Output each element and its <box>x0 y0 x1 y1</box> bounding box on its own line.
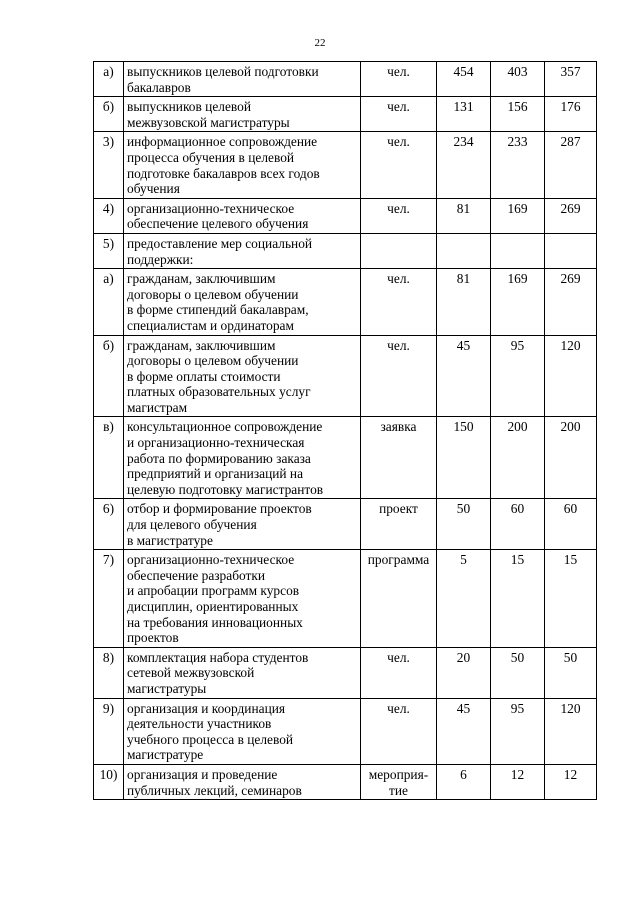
table-row <box>94 132 597 198</box>
row-unit <box>361 499 437 550</box>
value-cell-2: 12 <box>491 764 545 799</box>
value-cell-3: 357 <box>545 62 597 97</box>
description-line: бакалавров <box>127 79 191 95</box>
description-line: поддержки: <box>127 251 194 267</box>
description-line: выпускников целевой <box>127 99 251 115</box>
value-cell-3: 15 <box>545 550 597 648</box>
value-cell-2: 233 <box>491 132 545 198</box>
unit-line: чел. <box>387 337 410 353</box>
unit-line: заявка <box>380 419 417 435</box>
value-cell-2: 60 <box>491 499 545 550</box>
unit-line: мероприя- <box>368 766 429 782</box>
unit-line: чел. <box>387 99 410 115</box>
value-cell-1: 81 <box>437 198 491 233</box>
value-cell-2: 200 <box>491 417 545 499</box>
table-row <box>94 698 597 764</box>
description-line: консультационное сопровождение <box>127 419 323 435</box>
row-number: 6) <box>94 499 124 550</box>
value-cell-1: 6 <box>437 764 491 799</box>
table-row <box>94 335 597 417</box>
row-description <box>124 198 361 233</box>
table-row <box>94 233 597 268</box>
description-line: обучения <box>127 181 180 197</box>
row-description <box>124 698 361 764</box>
table-row <box>94 97 597 132</box>
value-cell-3: 176 <box>545 97 597 132</box>
description-line: обеспечение разработки <box>127 567 266 583</box>
row-unit <box>361 764 437 799</box>
row-description <box>124 499 361 550</box>
table-row <box>94 417 597 499</box>
row-unit <box>361 132 437 198</box>
row-number: 7) <box>94 550 124 648</box>
description-line: деятельности участников <box>127 716 272 732</box>
unit-line: тие <box>389 782 408 798</box>
description-line: целевую подготовку магистрантов <box>127 481 324 497</box>
description-line: магистратуре <box>127 747 204 763</box>
row-description <box>124 550 361 648</box>
value-cell-2 <box>491 233 545 268</box>
value-cell-3: 50 <box>545 647 597 698</box>
description-line: информационное сопровождение <box>127 134 318 150</box>
description-line: договоры о целевом обучении <box>127 353 299 369</box>
row-description <box>124 764 361 799</box>
unit-line: чел. <box>387 200 410 216</box>
value-cell-1: 81 <box>437 269 491 335</box>
value-cell-1: 454 <box>437 62 491 97</box>
table-row <box>94 62 597 97</box>
description-line: обеспечение целевого обучения <box>127 216 309 232</box>
row-unit <box>361 335 437 417</box>
description-line: платных образовательных услуг <box>127 384 311 400</box>
unit-line: чел. <box>387 649 410 665</box>
description-line: для целевого обучения <box>127 517 257 533</box>
table-row <box>94 198 597 233</box>
row-unit <box>361 647 437 698</box>
description-line: проектов <box>127 630 179 646</box>
value-cell-3: 60 <box>545 499 597 550</box>
unit-line: чел. <box>387 64 410 79</box>
description-line: гражданам, заключившим <box>127 271 276 287</box>
row-number: б) <box>94 335 124 417</box>
unit-line: программа <box>367 552 430 568</box>
row-description <box>124 417 361 499</box>
table-body <box>94 62 597 800</box>
table-row <box>94 550 597 648</box>
description-line: организационно-техническое <box>127 200 295 216</box>
description-line: публичных лекций, семинаров <box>127 782 302 798</box>
description-line: в форме стипендий бакалаврам, <box>127 302 309 318</box>
description-line: в магистратуре <box>127 532 213 548</box>
value-cell-3: 120 <box>545 335 597 417</box>
row-number: а) <box>94 62 124 97</box>
row-unit <box>361 269 437 335</box>
table-row <box>94 269 597 335</box>
row-unit <box>361 97 437 132</box>
description-line: договоры о целевом обучении <box>127 286 299 302</box>
description-line: процесса обучения в целевой <box>127 149 295 165</box>
row-description <box>124 269 361 335</box>
page-number: 22 <box>314 37 326 49</box>
value-cell-1: 45 <box>437 698 491 764</box>
description-line: учебного процесса в целевой <box>127 731 294 747</box>
description-line: специалистам и ординаторам <box>127 317 294 333</box>
value-cell-3: 287 <box>545 132 597 198</box>
value-cell-2: 403 <box>491 62 545 97</box>
row-unit <box>361 550 437 648</box>
row-description <box>124 62 361 97</box>
description-line: выпускников целевой подготовки <box>127 64 319 79</box>
row-number: 9) <box>94 698 124 764</box>
description-line: в форме оплаты стоимости <box>127 368 281 384</box>
description-line: и апробации программ курсов <box>127 583 300 599</box>
row-description <box>124 132 361 198</box>
description-line: подготовке бакалавров всех годов <box>127 165 320 181</box>
row-number: в) <box>94 417 124 499</box>
value-cell-3: 12 <box>545 764 597 799</box>
value-cell-1 <box>437 233 491 268</box>
unit-line: чел. <box>387 134 410 150</box>
value-cell-3: 120 <box>545 698 597 764</box>
row-unit <box>361 198 437 233</box>
value-cell-1: 50 <box>437 499 491 550</box>
value-cell-2: 95 <box>491 698 545 764</box>
row-description <box>124 97 361 132</box>
value-cell-2: 15 <box>491 550 545 648</box>
value-cell-2: 95 <box>491 335 545 417</box>
table-row <box>94 499 597 550</box>
description-line: сетевой межвузовской <box>127 665 255 681</box>
row-number: б) <box>94 97 124 132</box>
description-line: отбор и формирование проектов <box>127 501 312 517</box>
row-unit <box>361 62 437 97</box>
description-line: и организационно-техническая <box>127 435 305 451</box>
row-number: а) <box>94 269 124 335</box>
description-line: предприятий и организаций на <box>127 466 304 482</box>
description-line: на требования инновационных <box>127 614 303 630</box>
value-cell-3: 200 <box>545 417 597 499</box>
value-cell-1: 150 <box>437 417 491 499</box>
description-line: дисциплин, ориентированных <box>127 599 299 614</box>
value-cell-1: 5 <box>437 550 491 648</box>
value-cell-1: 20 <box>437 647 491 698</box>
table-row <box>94 647 597 698</box>
value-cell-2: 50 <box>491 647 545 698</box>
description-line: межвузовской магистратуры <box>127 114 290 130</box>
description-line: организация и проведение <box>127 766 278 782</box>
value-cell-2: 169 <box>491 198 545 233</box>
row-description <box>124 335 361 417</box>
description-line: организационно-техническое <box>127 552 295 568</box>
description-line: организация и координация <box>127 700 286 716</box>
row-number: 4) <box>94 198 124 233</box>
value-cell-2: 169 <box>491 269 545 335</box>
value-cell-3 <box>545 233 597 268</box>
data-table <box>93 61 597 800</box>
description-line: гражданам, заключившим <box>127 337 276 353</box>
value-cell-3: 269 <box>545 198 597 233</box>
table-row <box>94 764 597 799</box>
description-line: магистрам <box>127 399 188 415</box>
row-unit <box>361 698 437 764</box>
description-line: магистратуры <box>127 680 207 696</box>
row-description <box>124 647 361 698</box>
unit-line: проект <box>379 501 418 517</box>
description-line: работа по формированию заказа <box>127 450 311 466</box>
row-number: 8) <box>94 647 124 698</box>
value-cell-1: 45 <box>437 335 491 417</box>
row-number: 10) <box>94 764 124 799</box>
value-cell-2: 156 <box>491 97 545 132</box>
row-number: 3) <box>94 132 124 198</box>
row-unit <box>361 417 437 499</box>
row-number: 5) <box>94 233 124 268</box>
row-unit <box>361 233 437 268</box>
description-line: комплектация набора студентов <box>127 649 309 665</box>
value-cell-1: 131 <box>437 97 491 132</box>
value-cell-1: 234 <box>437 132 491 198</box>
value-cell-3: 269 <box>545 269 597 335</box>
row-description <box>124 233 361 268</box>
unit-line: чел. <box>387 271 410 287</box>
description-line: предоставление мер социальной <box>127 235 313 251</box>
unit-line: чел. <box>387 700 410 716</box>
